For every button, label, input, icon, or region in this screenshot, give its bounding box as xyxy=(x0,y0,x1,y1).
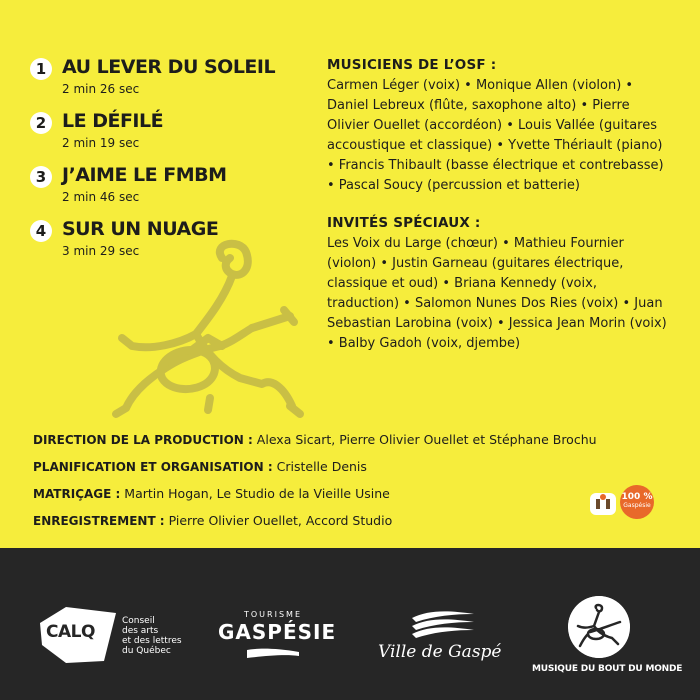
track-title: SUR UN NUAGE xyxy=(62,218,219,240)
calq-caption xyxy=(122,616,182,656)
gaspesie-label: GASPÉSIE xyxy=(218,620,337,644)
track-number: 3 xyxy=(30,166,52,188)
gaspesie-badge xyxy=(588,485,658,519)
track-item xyxy=(30,218,310,272)
calq-word: CALQ xyxy=(46,622,95,642)
musique-bout-du-monde-logo xyxy=(532,596,683,674)
track-duration: 2 min 19 sec xyxy=(62,136,140,150)
calq-logo xyxy=(38,605,188,665)
performers-column xyxy=(327,57,672,354)
credit-value: Pierre Olivier Ouellet, Accord Studio xyxy=(168,513,393,528)
calq-line: des arts xyxy=(122,626,159,636)
track-item xyxy=(30,56,310,110)
mbm-label: MUSIQUE DU BOUT DU MONDE xyxy=(532,664,683,674)
calq-line: du Québec xyxy=(122,646,171,656)
credit-label: DIRECTION DE LA PRODUCTION : xyxy=(33,433,253,447)
credit-value: Cristelle Denis xyxy=(276,459,367,474)
musicians-section xyxy=(327,57,672,196)
credit-label: PLANIFICATION ET ORGANISATION : xyxy=(33,460,273,474)
track-duration: 3 min 29 sec xyxy=(62,244,140,258)
badge-word: Gaspésie xyxy=(623,502,651,509)
credit-line xyxy=(33,459,693,486)
gaspesie-badge-circle xyxy=(620,485,654,519)
gaspesie-swoosh-icon xyxy=(245,646,301,660)
track-title: J’AIME LE FMBM xyxy=(62,164,227,186)
track-duration: 2 min 46 sec xyxy=(62,190,140,204)
musicians-heading: MUSICIENS DE L’OSF : xyxy=(327,57,497,73)
credit-label: ENREGISTREMENT : xyxy=(33,514,165,528)
guests-list: Les Voix du Large (chœur) • Mathieu Fournier (violon) • Justin Garneau (guitares électrique, classique et oud) • Briana Kennedy (voix, traduction) • Salomon Nunes Dos Ries (voix) • Juan Sebastian Larobina (voix) • Jessica Jean Morin (voix) • Balby Gadoh (voix, djembe) xyxy=(327,236,667,351)
track-number: 1 xyxy=(30,58,52,80)
track-title: AU LEVER DU SOLEIL xyxy=(62,56,276,78)
gaspesie-badge-icon xyxy=(588,489,620,517)
calq-line: et des lettres xyxy=(122,636,182,646)
credit-value: Alexa Sicart, Pierre Olivier Ouellet et Stéphane Brochu xyxy=(256,432,597,447)
track-list xyxy=(30,56,310,272)
mbm-logo-icon xyxy=(568,596,630,658)
badge-percent: 100 % xyxy=(621,492,653,502)
track-item xyxy=(30,110,310,164)
guests-heading: INVITÉS SPÉCIAUX : xyxy=(327,215,481,231)
tourisme-gaspesie-logo xyxy=(218,610,337,660)
credit-label: MATRIÇAGE : xyxy=(33,487,121,501)
credit-value: Martin Hogan, Le Studio de la Vieille Usine xyxy=(124,486,390,501)
musicians-list: Carmen Léger (voix) • Monique Allen (violon) • Daniel Lebreux (flûte, saxophone alto) • Pierre Olivier Ouellet (accordéon) • Louis Vallée (guitares accoustique et classique) • Yvette Thériault (piano) • Francis Thibault (basse électrique et contrebasse) • Pascal Soucy (percussion et batterie) xyxy=(327,78,664,193)
tourisme-label: TOURISME xyxy=(244,610,302,619)
track-number: 2 xyxy=(30,112,52,134)
track-title: LE DÉFILÉ xyxy=(62,110,164,132)
track-number: 4 xyxy=(30,220,52,242)
guests-section xyxy=(327,215,672,354)
track-item xyxy=(30,164,310,218)
track-duration: 2 min 26 sec xyxy=(62,82,140,96)
ville-de-gaspe-label: Ville de Gaspé xyxy=(378,642,502,662)
credit-line xyxy=(33,432,693,459)
ville-de-gaspe-logo xyxy=(374,608,502,668)
gaspe-waves-icon xyxy=(408,608,478,640)
calq-line: Conseil xyxy=(122,616,155,626)
